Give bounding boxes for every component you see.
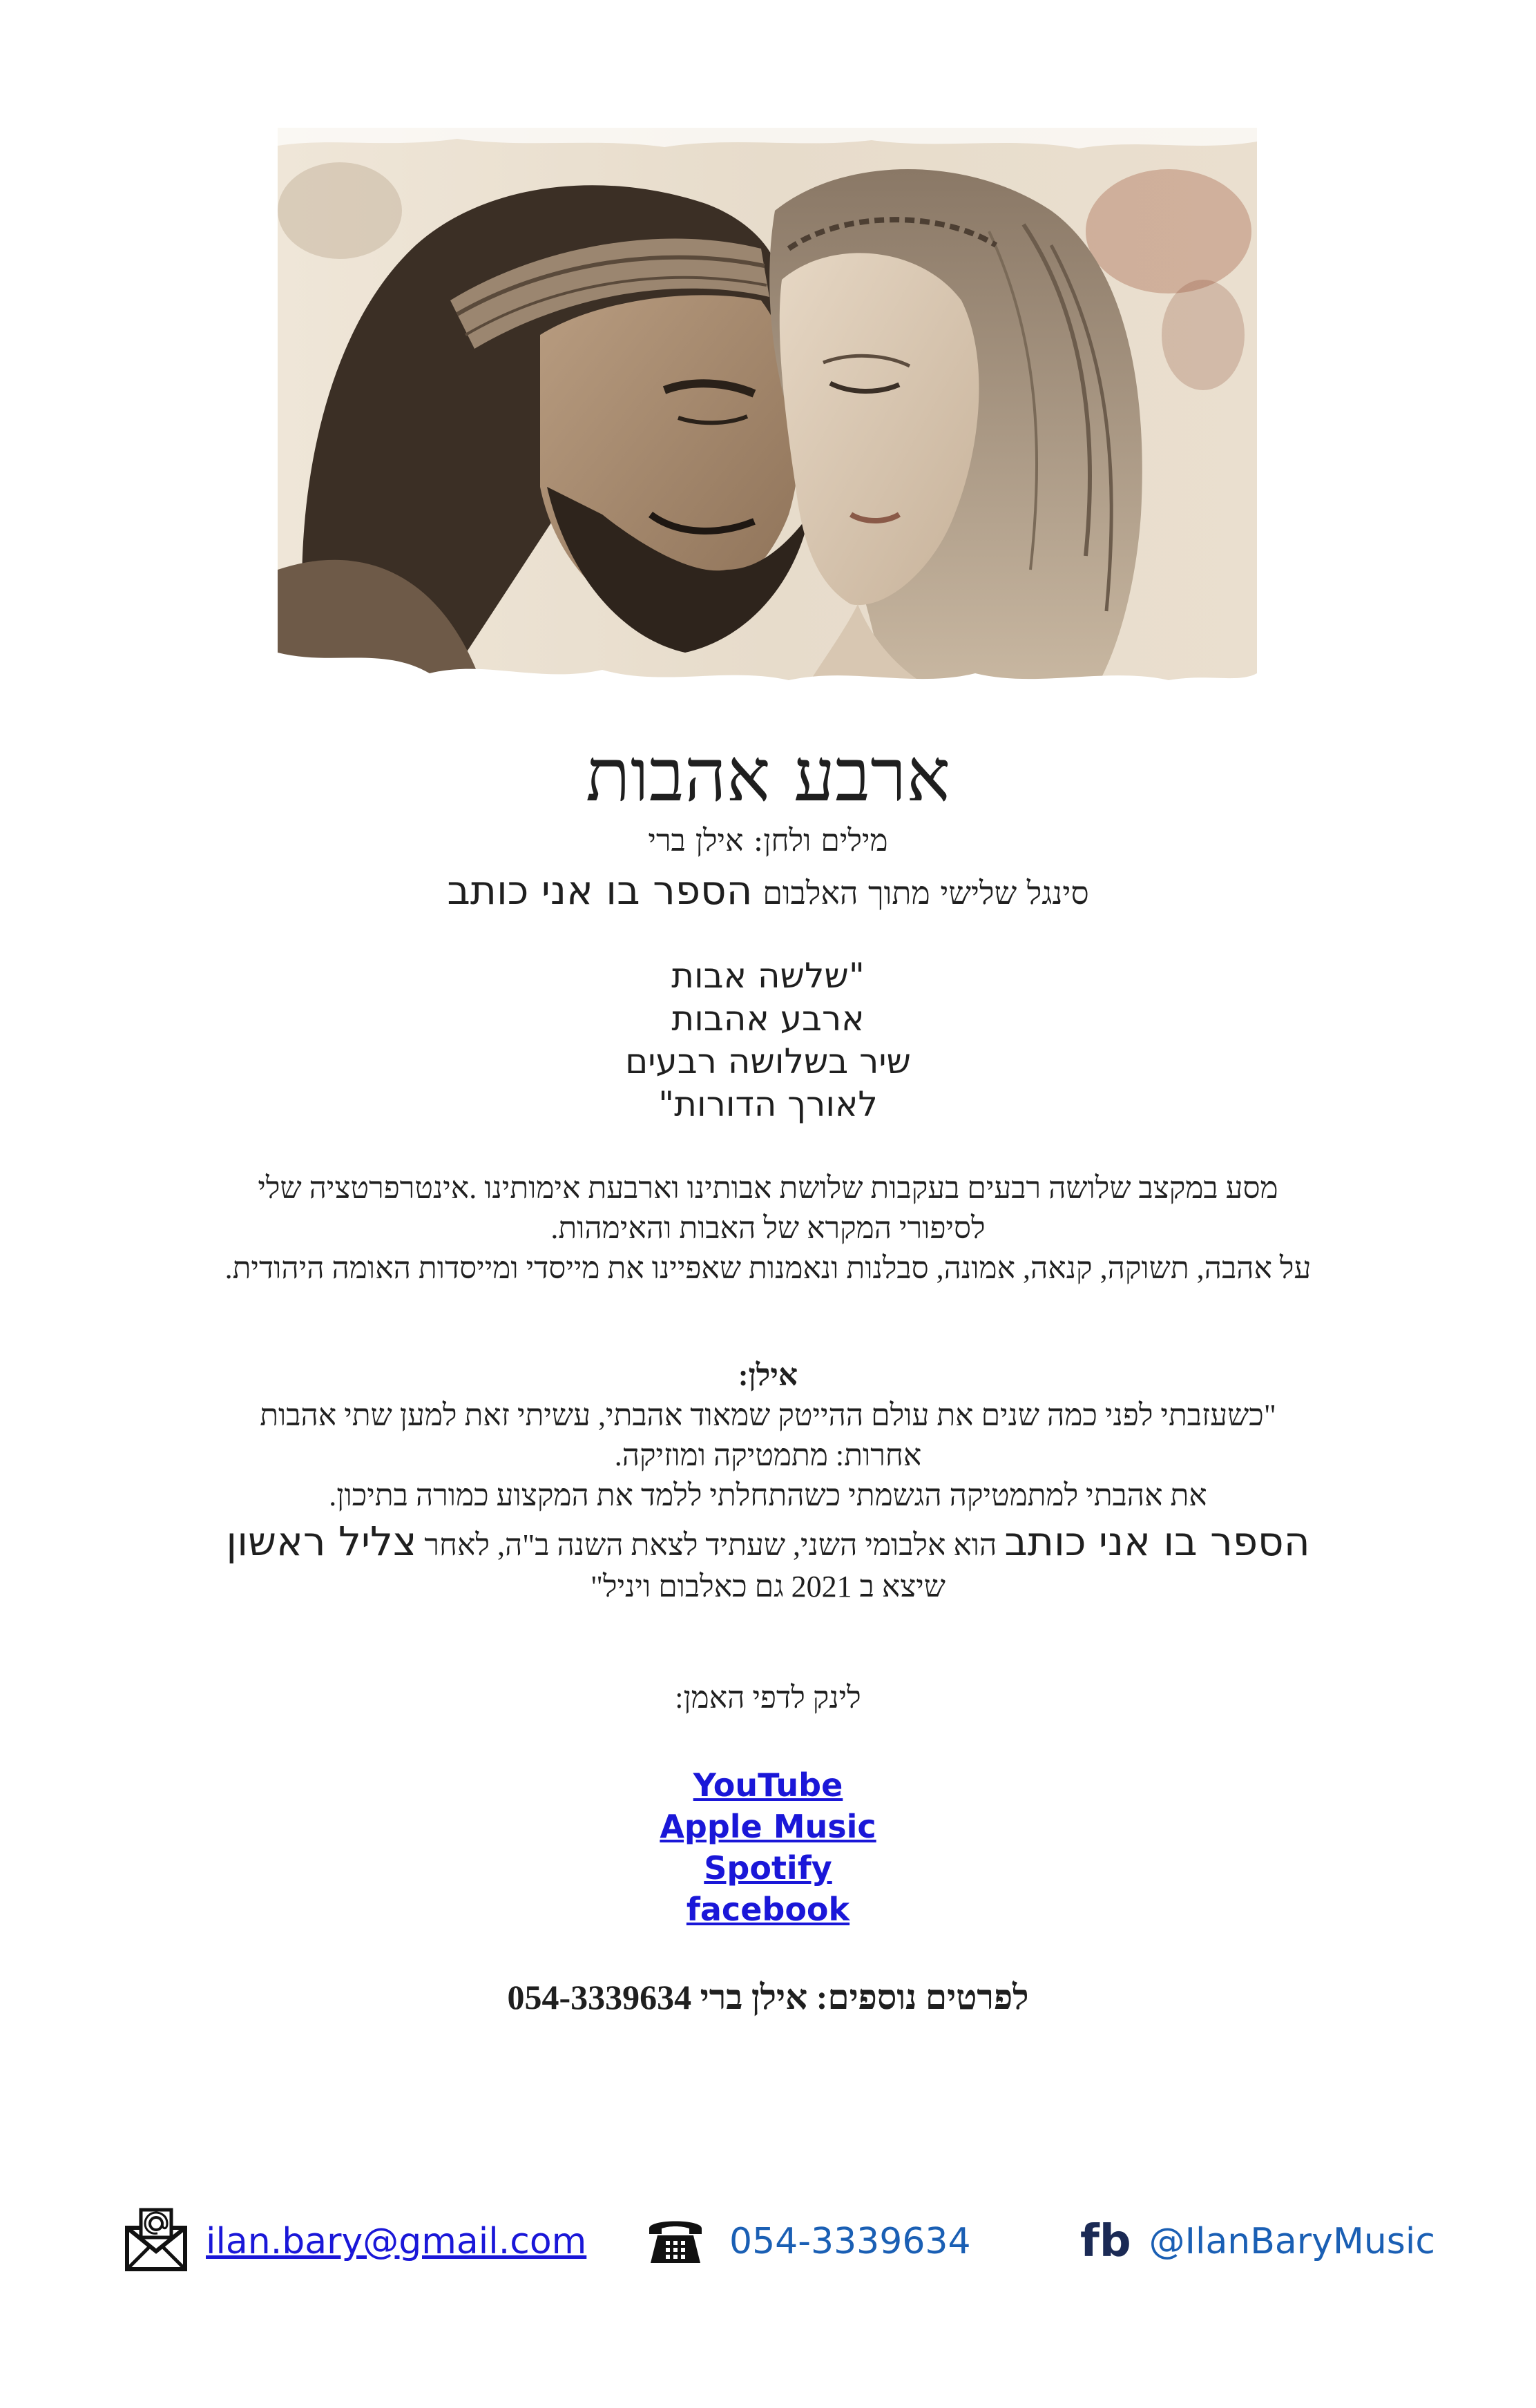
envelope-at-icon <box>123 2207 189 2276</box>
quote-line: "שלשה אבות <box>671 956 865 996</box>
description-line: על אהבה, תשוקה, קנאה, אמונה, סבלנות ונאמנות שאפיינו את מייסדי ומייסדות האומה היהודית. <box>224 1251 1312 1285</box>
phone-number: 054-3339634 <box>729 2221 971 2262</box>
statement-heading: אילן: <box>738 1358 798 1392</box>
description <box>0 1168 1536 1289</box>
artist-links-label: לינק לדפי האמן: <box>675 1681 861 1715</box>
single-line <box>0 869 1536 914</box>
quote-line: לאורך הדורות" <box>658 1084 878 1124</box>
facebook-link[interactable]: facebook <box>686 1891 850 1928</box>
artist-statement <box>0 1356 1536 1607</box>
statement-line-mid: הוא אלבומי השני, שעתיד לצאת השנה ב"ה, לאחר <box>424 1528 997 1562</box>
statement-line <box>0 1516 1536 1567</box>
footer-phone <box>646 2207 971 2276</box>
quote-line: ארבע אהבות <box>671 999 865 1039</box>
description-line: מסע במקצב שלושה רבעים בעקבות שלושת אבותינו וארבעת אימותינו .אינטרפרטציה שלי <box>258 1171 1278 1205</box>
telephone-icon <box>646 2215 704 2269</box>
footer-email <box>123 2207 586 2276</box>
description-line: לסיפורי המקרא של האבות והאימהות. <box>550 1211 986 1245</box>
page-title: ארבע אהבות <box>586 733 950 818</box>
quote-line: שיר בשלושה רבעים <box>625 1041 911 1081</box>
spotify-link[interactable]: Spotify <box>704 1849 832 1887</box>
quote-block <box>0 954 1536 1126</box>
first-album-name: צליל ראשון <box>226 1518 417 1565</box>
album-name-inline: הספר בו אני כותב <box>1004 1518 1310 1565</box>
apple-music-link[interactable]: Apple Music <box>660 1808 876 1845</box>
couple-illustration <box>278 128 1257 693</box>
footer-facebook <box>1080 2207 1435 2276</box>
statement-line: שיצא ב 2021 גם כאלבום ויניל" <box>591 1570 945 1603</box>
email-link[interactable]: ilan.bary@gmail.com <box>206 2221 587 2262</box>
facebook-handle[interactable]: @IlanBaryMusic <box>1149 2221 1435 2262</box>
single-prefix: סינגל שלישי מתוך האלבום <box>762 874 1089 912</box>
statement-line: "כשעזבתי לפני כמה שנים את עולם ההייטק שמאוד אהבתי, עשיתי זאת למען שתי אהבות <box>260 1398 1276 1432</box>
youtube-link[interactable]: YouTube <box>693 1766 843 1804</box>
facebook-icon: fb <box>1080 2216 1131 2267</box>
contact-line: לפרטים נוספים: אילן ברי 054-3339634 <box>507 1978 1029 2016</box>
artist-links <box>0 1764 1536 1930</box>
statement-line: אחרות: מתמטיקה ומוזיקה. <box>614 1438 922 1472</box>
credit-line: מילים ולחן: אילן ברי <box>648 823 888 858</box>
statement-line: את אהבתי למתמטיקה הגשמתי כשהתחלתי ללמד את המקצוע כמורה בתיכון. <box>329 1478 1207 1512</box>
album-name: הספר בו אני כותב <box>447 867 753 914</box>
